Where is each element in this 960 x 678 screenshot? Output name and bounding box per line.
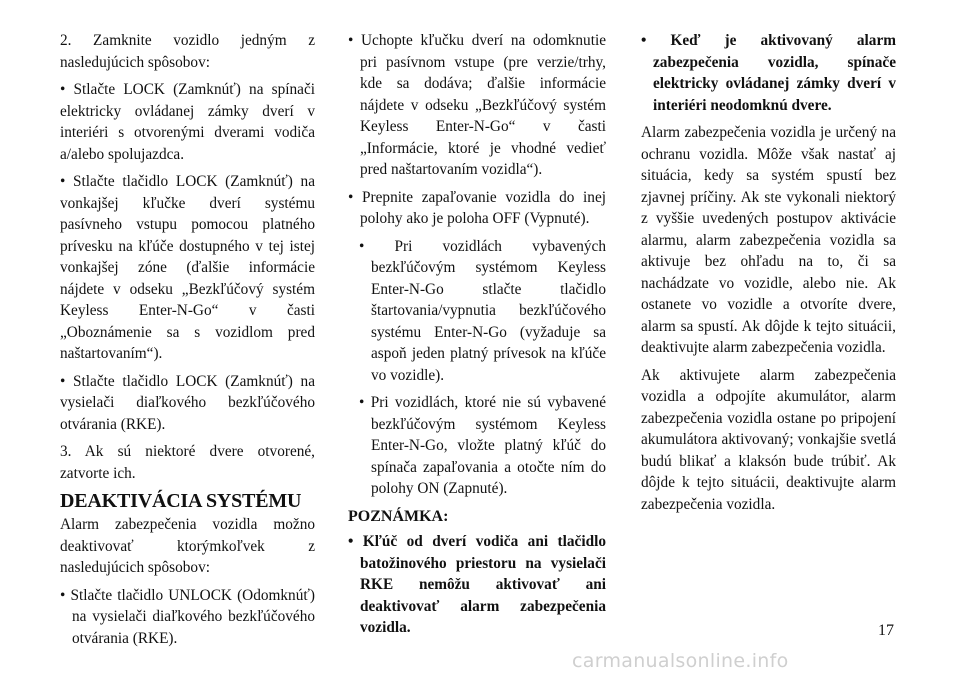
ignition-sub-keyless: • Pri vozidlách vybavených bezkľúčovým systémom Keyless Enter-N-Go stlačte tlačidlo štartovania/vypnutia bezkľúčového systému Enter-N-Go (vyžaduje sa aspoň jeden platný prívesok na kľúče vo vozidle). xyxy=(359,237,606,384)
unlock-option-ignition: • Prepnite zapaľovanie vozidla do inej polohy ako je poloha OFF (Vypnuté). xyxy=(348,188,606,227)
note-title: POZNÁMKA: xyxy=(348,507,449,525)
alarm-purpose-paragraph: Alarm zabezpečenia vozidla je určený na ochranu vozidla. Môže však nastať aj situácia, kedy sa systém spustí bez zjavnej príčiny. Ak ste vykonali niektorý z vyššie uvedených postupov aktivácie alarmu, alarm zabezpečenia vozidla sa aktivuje bez ohľadu na to, či sa nachádzate vo vozidle, alebo nie. Ak ostanete vo vozidle a otvoríte dvere, alarm sa spustí. Ak dôjde k tejto situácii, deaktivujte alarm zabezpečenia vozidla. xyxy=(641,124,896,356)
lock-option-rke: • Stlačte tlačidlo LOCK (Zamknúť) na vysielači diaľkového bezkľúčového otvárania (RKE). xyxy=(60,372,315,433)
watermark: carmanualsonline.info xyxy=(572,650,789,672)
lock-option-passive-entry: • Stlačte tlačidlo LOCK (Zamknúť) na vonkajšej kľučke dverí systému pasívneho vstupu pomocou platného prívesku na kľúče dostupného v tej istej vonkajšej zóne (ďalšie informácie nájdete v odseku „Bezkľúčový systém Keyless Enter-N-Go“ v časti „Oboznámenie sa s vozidlom pred naštartovaním“). xyxy=(60,173,315,362)
page-number: 17 xyxy=(878,622,894,639)
unlock-option-passive-entry: • Uchopte kľučku dverí na odomknutie pri pasívnom vstupe (pre verzie/trhy, kde sa dodáva; ďalšie informácie nájdete v odseku „Bezkľúčový systém Keyless Enter-N-Go“ v časti „Informácie, ktoré je vhodné vedieť pred naštartovaním vozidla“). xyxy=(348,32,606,178)
note-item-1: • Kľúč od dverí vodiča ani tlačidlo batožinového priestoru na vysielači RKE nemôžu aktivovať ani deaktivovať alarm zabezpečenia vozidla. xyxy=(348,533,606,636)
deactivation-intro: Alarm zabezpečenia vozidla možno deaktivovať ktorýmkoľvek z nasledujúcich spôsobov: xyxy=(60,516,315,576)
alarm-battery-paragraph: Ak aktivujete alarm zabezpečenia vozidla a odpojíte akumulátor, alarm zabezpečenia vozidla ostane po pripojení akumulátora aktivovaný; vonkajšie svetlá budú blikať a klaksón bude trúbiť. Ak dôjde k tejto situácii, deaktivujte alarm zabezpečenia vozidla. xyxy=(641,366,896,513)
section-heading-deactivation: DEAKTIVÁCIA SYSTÉMU xyxy=(60,490,302,512)
column-left xyxy=(60,30,315,655)
step-2-text: 2. Zamknite vozidlo jedným z nasledujúcich spôsobov: xyxy=(60,32,315,71)
unlock-option-rke: • Stlačte tlačidlo UNLOCK (Odomknúť) na vysielači diaľkového bezkľúčového otvárania (RKE). xyxy=(60,586,315,647)
lock-option-interior-switch: • Stlačte LOCK (Zamknúť) na spínači elektricky ovládanej zámky dverí v interiéri s otvorenými dverami vodiča a/alebo spolujazdca. xyxy=(60,81,315,163)
step-3-text: 3. Ak sú niektoré dvere otvorené, zatvorte ich. xyxy=(60,443,315,482)
note-item-2: • Keď je aktivovaný alarm zabezpečenia vozidla, spínače elektricky ovládanej zámky dverí v interiéri neodomknú dvere. xyxy=(641,32,896,114)
ignition-sub-key: • Pri vozidlách, ktoré nie sú vybavené bezkľúčovým systémom Keyless Enter-N-Go, vložte platný kľúč do spínača zapaľovania a otočte ním do polohy ON (Zapnuté). xyxy=(359,394,606,497)
column-right xyxy=(641,30,896,521)
column-middle xyxy=(348,30,606,645)
